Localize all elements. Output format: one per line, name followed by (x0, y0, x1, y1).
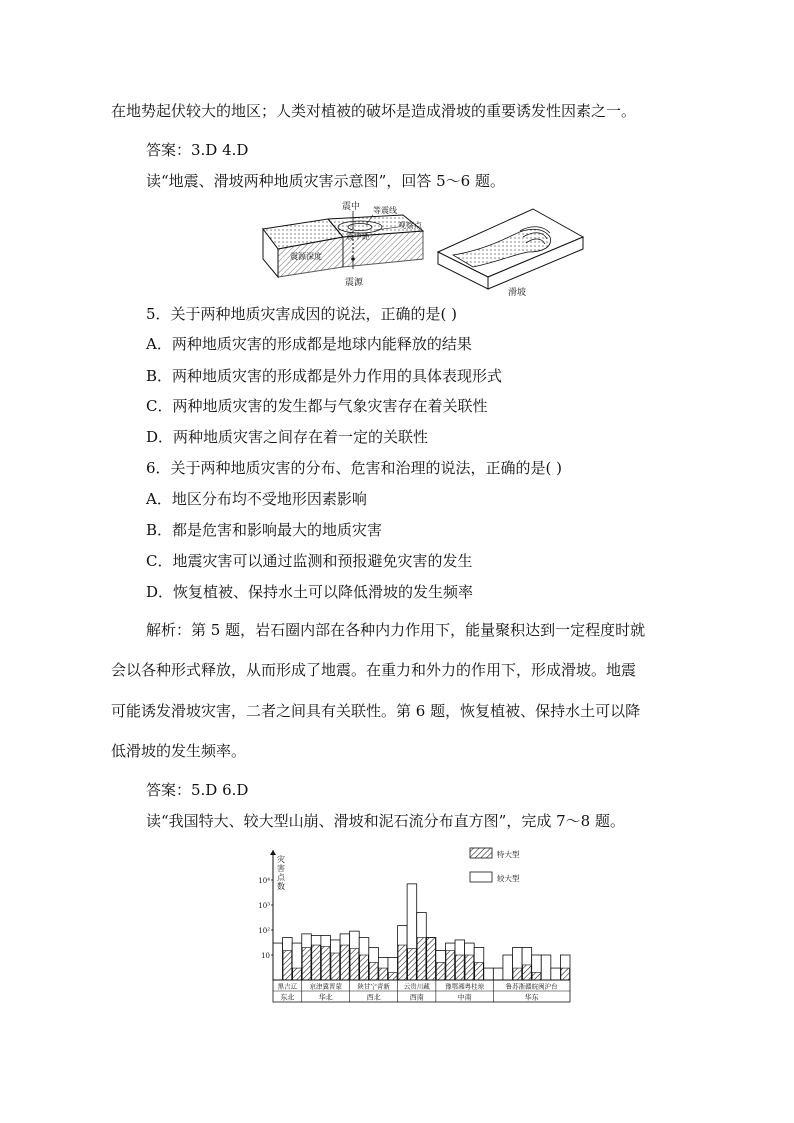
read-line: 读“地震、滑坡两种地质灾害示意图”，回答 5～6 题。 (146, 172, 505, 190)
bar-extra-large-辽 (293, 968, 302, 980)
bar-larger-沪 (551, 968, 561, 980)
y-tick-label: 10 (261, 952, 270, 960)
bar-extra-large-鄂 (446, 951, 455, 980)
option-5a: A．两种地质灾害的形成都是地球内能释放的结果 (146, 335, 472, 353)
bar-larger-琼 (484, 968, 494, 980)
y-axis-label: 数 (277, 882, 285, 891)
option-5d: D．两种地质灾害之间存在着一定的关联性 (146, 428, 429, 446)
explanation-line: 解析：第 5 题，岩石圈内部在各种内力作用下，能量聚积达到一定程度时就 (146, 621, 646, 639)
bar-larger-鲁 (493, 968, 503, 980)
text-line: 在地势起伏较大的地区；人类对植被的破坏是造成滑坡的重要诱发性因素之一。 (111, 102, 637, 120)
label-focal-depth: 震源深度 (290, 252, 322, 261)
disaster-histogram (255, 840, 585, 1015)
y-tick-label: 10² (258, 927, 270, 935)
bar-extra-large-宁 (369, 963, 378, 980)
bar-extra-large-台 (561, 968, 570, 980)
province-label: 陕甘宁青新 (357, 982, 390, 991)
region-label: 华东 (524, 993, 539, 1002)
bar-extra-large-蒙 (341, 945, 350, 980)
explanation-line: 可能诱发滑坡灾害，二者之间具有关联性。第 6 题，恢复植被、保持水土可以降 (111, 702, 641, 720)
y-axis-label: 害 (277, 864, 285, 873)
explanation-line: 会以各种形式释放，从而形成了地震。在重力和外力的作用下，形成滑坡。地震 (111, 661, 637, 679)
region-label: 西北 (366, 993, 381, 1002)
question-6: 6．关于两种地质灾害的分布、危害和治理的说法，正确的是( ) (146, 459, 563, 477)
bar-extra-large-川 (417, 938, 426, 980)
landslide-block (438, 209, 583, 289)
bar-extra-large-云 (398, 945, 407, 980)
province-label: 鲁苏浙赣皖闽沪台 (505, 982, 558, 991)
bar-larger-闽 (541, 955, 551, 980)
label-observation: 观察点 (398, 221, 422, 230)
bar-extra-large-赣 (523, 965, 532, 980)
y-axis-arrow (270, 850, 276, 855)
bar-larger-黑 (273, 943, 283, 980)
legend-label: 特大型 (497, 850, 520, 859)
bar-extra-large-藏 (427, 938, 436, 980)
region-label: 东北 (280, 993, 295, 1002)
bar-extra-large-晋 (331, 953, 340, 980)
option-6a: A．地区分布均不受地形因素影响 (146, 490, 367, 508)
bar-extra-large-贵 (408, 949, 417, 980)
bar-extra-large-冀 (321, 946, 330, 980)
bar-extra-large-粤 (465, 955, 474, 980)
option-6c: C．地震灾害可以通过监测和预报避免灾害的发生 (146, 552, 473, 570)
option-5c: C．两种地质灾害的发生都与气象灾害存在着关联性 (146, 397, 488, 415)
province-label: 黑吉辽 (277, 982, 298, 991)
bar-extra-large-浙 (513, 968, 522, 980)
read-line: 读“我国特大、较大型山崩、滑坡和泥石流分布直方图”，完成 7～8 题。 (146, 812, 625, 830)
bar-extra-large-津 (312, 945, 321, 980)
bar-extra-large-陕 (350, 949, 359, 980)
bar-extra-large-豫 (436, 963, 445, 980)
answer-line: 答案：3.D 4.D (146, 141, 249, 159)
bar-extra-large-青 (379, 968, 388, 980)
label-isoseismal: 等震线 (373, 206, 397, 215)
region-label: 华北 (318, 993, 333, 1002)
label-landslide: 滑坡 (508, 288, 527, 297)
bar-extra-large-皖 (532, 972, 541, 980)
legend-swatch (470, 848, 492, 858)
label-epicenter: 震中 (342, 202, 361, 212)
legend-label: 较大型 (497, 874, 520, 883)
bar-extra-large-京 (302, 947, 311, 980)
y-tick-label: 10⁴ (258, 877, 270, 885)
option-5b: B．两种地质灾害的形成都是外力作用的具体表现形式 (146, 367, 503, 385)
region-label: 中南 (457, 993, 472, 1002)
answer-line: 答案：5.D 6.D (146, 781, 249, 799)
bar-extra-large-桂 (475, 963, 484, 980)
label-epicentral-distance: 震中距 (346, 232, 370, 241)
y-axis-label: 点 (277, 873, 285, 882)
question-5: 5．关于两种地质灾害成因的说法，正确的是( ) (146, 305, 458, 323)
geology-diagram (258, 197, 588, 297)
legend-swatch (470, 872, 492, 882)
y-axis-label: 灾 (277, 855, 285, 864)
y-tick-label: 10³ (258, 902, 270, 910)
bar-larger-苏 (503, 955, 513, 980)
bar-extra-large-湘 (456, 955, 465, 980)
option-6d: D．恢复植被、保持水土可以降低滑坡的发生频率 (146, 583, 474, 601)
bar-extra-large-新 (388, 972, 397, 980)
region-label: 西南 (409, 993, 424, 1002)
explanation-line: 低滑坡的发生频率。 (111, 742, 247, 760)
province-label: 豫鄂湘粤桂琼 (445, 982, 485, 991)
bar-extra-large-吉 (283, 951, 292, 980)
label-focus: 震源 (345, 278, 364, 288)
province-label: 京津冀晋蒙 (309, 982, 342, 991)
province-label: 云贵川藏 (403, 982, 430, 991)
option-6b: B．都是危害和影响最大的地质灾害 (146, 521, 383, 539)
bar-extra-large-甘 (360, 955, 369, 980)
